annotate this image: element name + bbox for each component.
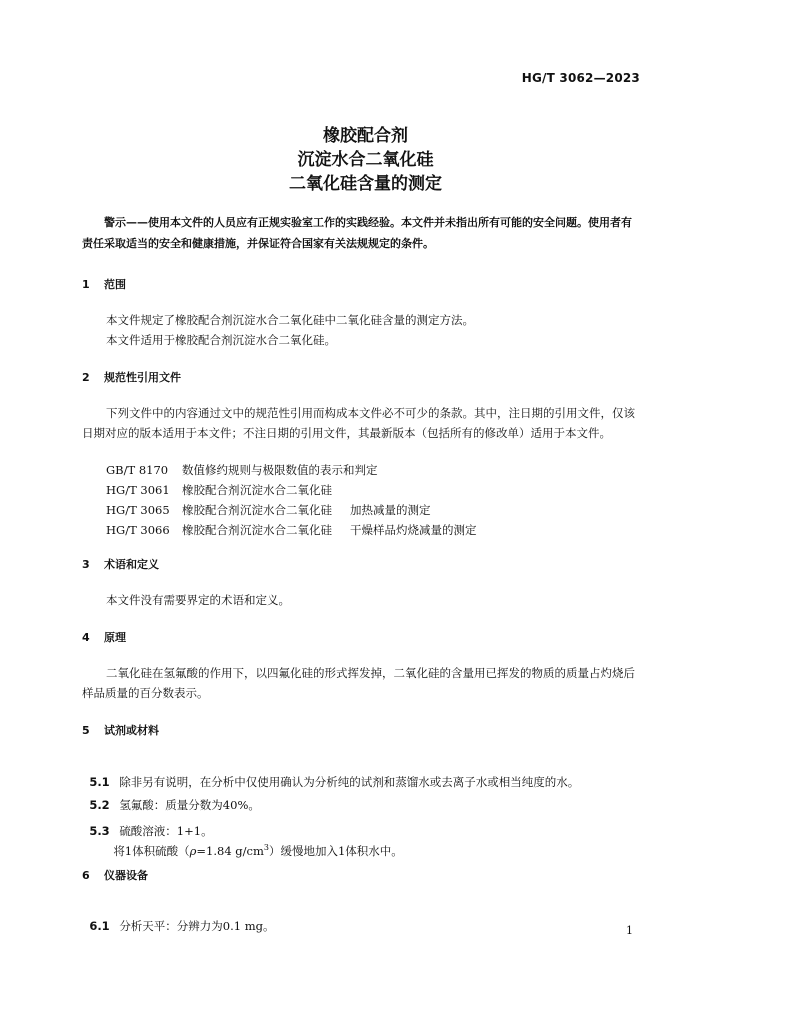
references-intro: 下列文件中的内容通过文中的规范性引用而构成本文件必不可少的条款。其中，注日期的引用文件，仅该日期对应的版本适用于本文件；不注日期的引用文件，其最新版本（包括所有的修改单）适用于本文件。 <box>82 406 635 440</box>
section-heading-terms <box>82 556 159 572</box>
title-line-2: 沉淀水合二氧化硅 <box>297 150 434 170</box>
section-heading-scope <box>82 276 126 292</box>
section-heading-apparatus <box>82 867 148 883</box>
clause-number: 5.1 <box>89 775 110 789</box>
section-number: 6 <box>82 869 90 882</box>
section-number: 1 <box>82 278 90 291</box>
reference-code: HG/T 3065 <box>106 503 170 517</box>
section-heading-principle <box>82 629 126 645</box>
section-title: 范围 <box>104 278 126 291</box>
reference-item <box>106 520 477 540</box>
reference-item <box>106 480 477 500</box>
section-title: 原理 <box>104 631 126 644</box>
title-line-1: 橡胶配合剂 <box>323 126 408 146</box>
section-number: 5 <box>82 724 90 737</box>
section-heading-reagents <box>82 722 159 738</box>
principle-paragraph: 二氧化硅在氢氟酸的作用下，以四氟化硅的形式挥发掉，二氧化硅的含量用已挥发的物质的质量占灼烧后样品质量的百分数表示。 <box>82 666 635 700</box>
title-line-3: 二氧化硅含量的测定 <box>289 174 442 194</box>
reference-title-part: 沉淀水合二氧化硅 <box>240 483 332 497</box>
superscript: 3 <box>263 843 269 853</box>
note-text: 将1体积硫酸（ <box>113 844 190 858</box>
reference-title-part: 加热减量的测定 <box>350 503 431 517</box>
clause-number: 5.2 <box>89 798 110 812</box>
clause-number: 5.3 <box>89 824 110 838</box>
reference-title-part: 橡胶配合剂 <box>182 483 240 497</box>
reference-code: HG/T 3061 <box>106 483 170 497</box>
reference-title-part: 干燥样品灼烧减量的测定 <box>350 523 477 537</box>
terms-paragraph: 本文件没有需要界定的术语和定义。 <box>106 593 290 607</box>
section-number: 3 <box>82 558 90 571</box>
clause-text: 硫酸溶液：1+1。 <box>119 824 213 838</box>
reference-item <box>106 460 477 480</box>
section-number: 2 <box>82 371 90 384</box>
scope-paragraph-2: 本文件适用于橡胶配合剂沉淀水合二氧化硅。 <box>106 333 336 347</box>
reference-title-part: 橡胶配合剂 <box>182 523 240 537</box>
sulfuric-acid-preparation-note <box>106 829 403 859</box>
standard-code: HG/T 3062—2023 <box>521 71 640 85</box>
section-title: 术语和定义 <box>104 558 159 571</box>
reference-title-part: 沉淀水合二氧化硅 <box>240 503 332 517</box>
section-title: 规范性引用文件 <box>104 371 181 384</box>
rho-symbol: ρ <box>189 844 197 858</box>
reference-title-part: 橡胶配合剂 <box>182 503 240 517</box>
section-number: 4 <box>82 631 90 644</box>
note-text: =1.84 g/cm <box>196 844 264 858</box>
clause-text: 分析天平：分辨力为0.1 mg。 <box>119 919 275 933</box>
page-number: 1 <box>626 924 633 937</box>
section-title: 试剂或材料 <box>104 724 159 737</box>
section-heading-normative-references <box>82 369 181 385</box>
note-text: ）缓慢地加入1体积水中。 <box>268 844 403 858</box>
reference-item <box>106 500 477 520</box>
reference-code: GB/T 8170 <box>106 463 169 477</box>
clause-text: 氢氟酸：质量分数为40%。 <box>119 798 260 812</box>
reference-title: 数值修约规则与极限数值的表示和判定 <box>182 463 378 477</box>
reference-title-part: 沉淀水合二氧化硅 <box>240 523 332 537</box>
clause-6-1 <box>82 904 275 934</box>
document-title <box>0 124 731 196</box>
reference-list <box>106 460 477 540</box>
clause-number: 6.1 <box>89 919 110 933</box>
scope-paragraph-1: 本文件规定了橡胶配合剂沉淀水合二氧化硅中二氧化硅含量的测定方法。 <box>106 313 474 327</box>
clause-text: 除非另有说明，在分析中仅使用确认为分析纯的试剂和蒸馏水或去离子水或相当纯度的水。 <box>119 775 580 789</box>
warning-notice: 警示——使用本文件的人员应有正规实验室工作的实践经验。本文件并未指出所有可能的安全问题。使用者有责任采取适当的安全和健康措施，并保证符合国家有关法规规定的条件。 <box>82 216 632 250</box>
section-title: 仪器设备 <box>104 869 148 882</box>
reference-code: HG/T 3066 <box>106 523 170 537</box>
